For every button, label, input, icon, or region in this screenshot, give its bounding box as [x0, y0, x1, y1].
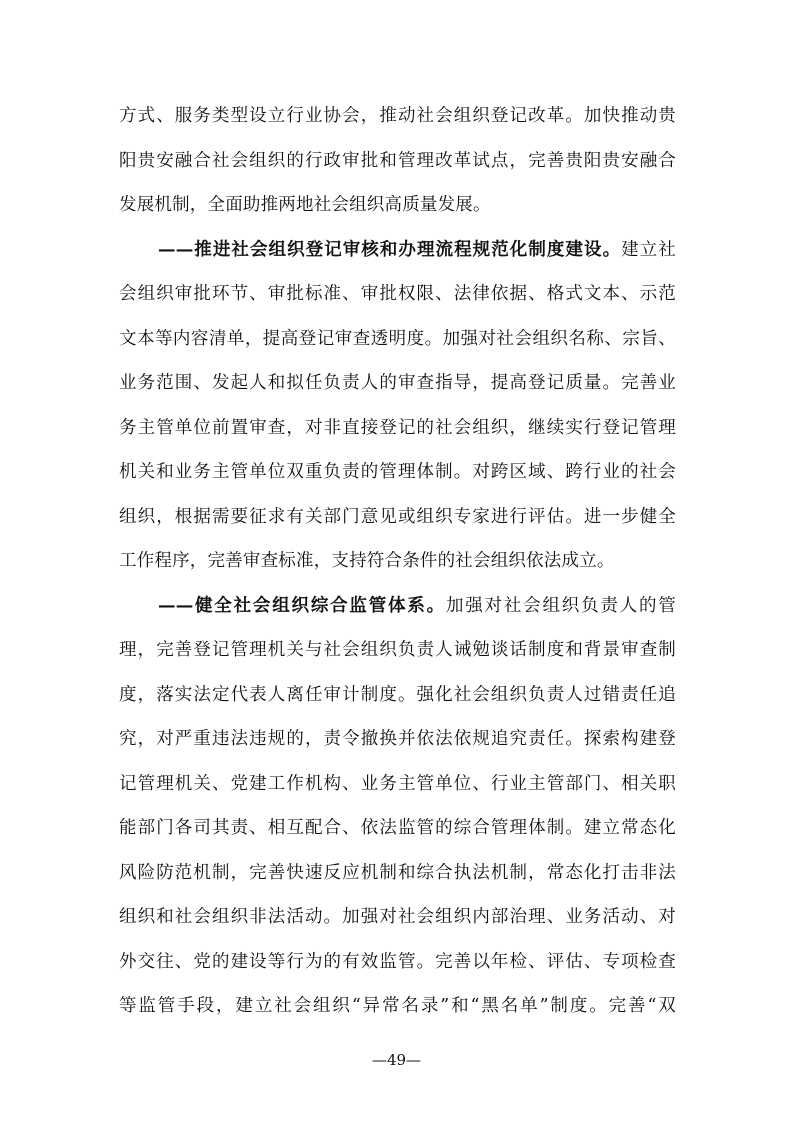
- section-heading-line: [158, 594, 676, 618]
- paragraph-line: 风险防范机制，完善快速反应机制和综合执法机制，常态化打击非法: [119, 863, 676, 883]
- paragraph-text: 建立社: [621, 240, 676, 260]
- paragraph-line: 记管理机关、党建工作机构、业务主管单位、行业主管部门、相关职: [119, 774, 676, 794]
- paragraph-line: 发展机制，全面助推两地社会组织高质量发展。: [119, 195, 491, 215]
- paragraph-line: 会组织审批环节、审批标准、审批权限、法律依据、格式文本、示范: [119, 284, 676, 304]
- paragraph-line: 理，完善登记管理机关与社会组织负责人诫勉谈话制度和背景审查制: [119, 640, 676, 660]
- paragraph-line: 工作程序，完善审查标准，支持符合条件的社会组织依法成立。: [119, 551, 615, 571]
- section-heading: ——推进社会组织登记审核和办理流程规范化制度建设。: [158, 240, 622, 260]
- paragraph-line: 业务范围、发起人和拟任负责人的审查指导，提高登记质量。完善业: [119, 373, 676, 393]
- paragraph-line: 外交往、党的建设等行为的有效监管。完善以年检、评估、专项检查: [119, 952, 676, 972]
- paragraph-line: 究，对严重违法违规的，责令撤换并依法依规追究责任。探索构建登: [119, 729, 676, 749]
- paragraph-line: 组织和社会组织非法活动。加强对社会组织内部治理、业务活动、对: [119, 907, 676, 927]
- paragraph-line: 务主管单位前置审查，对非直接登记的社会组织，继续实行登记管理: [119, 418, 676, 438]
- paragraph-line: 等监管手段，建立社会组织“异常名录”和“黑名单”制度。完善“双: [119, 996, 676, 1016]
- page-number: —49—: [371, 1051, 422, 1069]
- paragraph-line: 阳贵安融合社会组织的行政审批和管理改革试点，完善贵阳贵安融合: [119, 151, 676, 171]
- paragraph-line: 方式、服务类型设立行业协会，推动社会组织登记改革。加快推动贵: [119, 106, 676, 126]
- section-heading: ——健全社会组织综合监管体系。: [158, 596, 446, 616]
- paragraph-line: 能部门各司其责、相互配合、依法监管的综合管理体制。建立常态化: [119, 818, 676, 838]
- paragraph-line: 机关和业务主管单位双重负责的管理体制。对跨区域、跨行业的社会: [119, 462, 676, 482]
- paragraph-text: 加强对社会组织负责人的管: [445, 596, 676, 616]
- section-heading-line: [158, 238, 676, 262]
- paragraph-line: 组织，根据需要征求有关部门意见或组织专家进行评估。进一步健全: [119, 507, 676, 527]
- paragraph-line: 文本等内容清单，提高登记审查透明度。加强对社会组织名称、宗旨、: [119, 329, 676, 349]
- paragraph-line: 度，落实法定代表人离任审计制度。强化社会组织负责人过错责任追: [119, 685, 676, 705]
